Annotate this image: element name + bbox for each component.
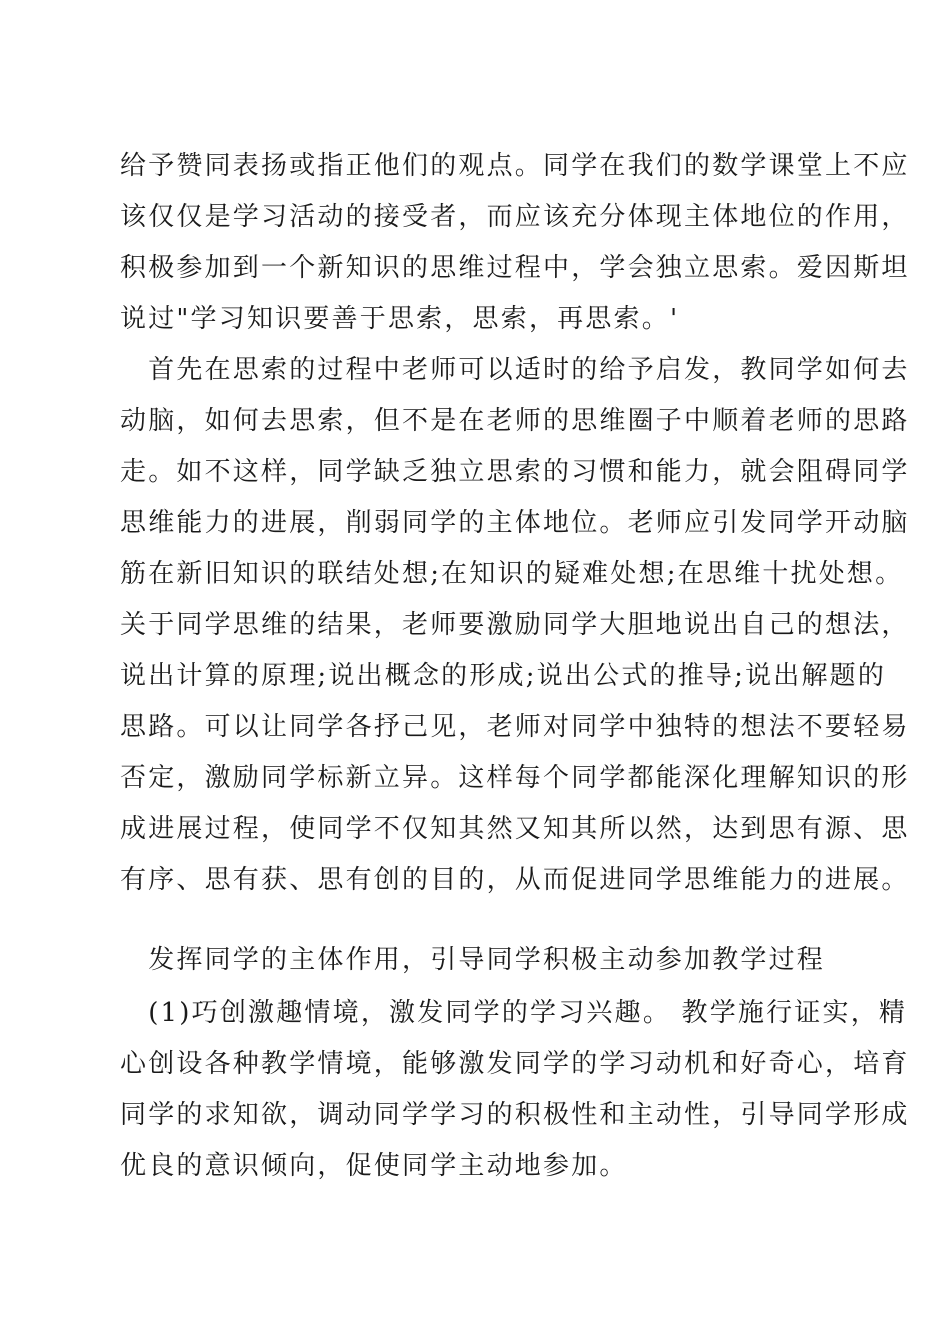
paragraph-2-line-3: 走。如不这样，同学缺乏独立思索的习惯和能力，就会阻碍同学 (120, 457, 910, 487)
paragraph-2-line-2: 动脑，如何去思索，但不是在老师的思维圈子中顺着老师的思路 (120, 406, 910, 436)
paragraph-2-line-10: 成进展过程，使同学不仅知其然又知其所以然，达到思有源、思 (120, 814, 910, 844)
paragraph-3-line-1: 发挥同学的主体作用，引导同学积极主动参加教学过程 (120, 945, 826, 975)
paragraph-2-line-9: 否定，激励同学标新立异。这样每个同学都能深化理解知识的形 (120, 763, 910, 793)
paragraph-2-line-1: 首先在思索的过程中老师可以适时的给予启发，教同学如何去 (120, 355, 910, 385)
paragraph-4-line-2: 心创设各种教学情境，能够激发同学的学习动机和好奇心，培育 (120, 1049, 910, 1079)
paragraph-1-line-1: 给予赞同表扬或指正他们的观点。同学在我们的数学课堂上不应 (120, 151, 910, 181)
paragraph-4-line-3: 同学的求知欲，调动同学学习的积极性和主动性，引导同学形成 (120, 1100, 910, 1130)
paragraph-1-line-3: 积极参加到一个新知识的思维过程中，学会独立思索。爱因斯坦 (120, 253, 910, 283)
paragraph-1-line-4: 说过"学习知识要善于思索，思索，再思索。' (120, 304, 680, 334)
paragraph-2-line-6: 关于同学思维的结果，老师要激励同学大胆地说出自己的想法， (120, 610, 910, 640)
paragraph-2-line-4: 思维能力的进展，削弱同学的主体地位。老师应引发同学开动脑 (120, 508, 910, 538)
paragraph-1-line-2: 该仅仅是学习活动的接受者，而应该充分体现主体地位的作用， (120, 202, 910, 232)
paragraph-2-line-7: 说出计算的原理;说出概念的形成;说出公式的推导;说出解题的 (120, 661, 887, 691)
paragraph-2-line-11: 有序、思有获、思有创的目的，从而促进同学思维能力的进展。 (120, 865, 910, 895)
paragraph-4-line-4: 优良的意识倾向，促使同学主动地参加。 (120, 1151, 628, 1181)
paragraph-2-line-5: 筋在新旧知识的联结处想;在知识的疑难处想;在思维十扰处想。 (120, 559, 904, 589)
paragraph-4-line-1: (1)巧创激趣情境，激发同学的学习兴趣。 教学施行证实，精 (120, 998, 908, 1028)
paragraph-2-line-8: 思路。可以让同学各抒己见，老师对同学中独特的想法不要轻易 (120, 712, 910, 742)
